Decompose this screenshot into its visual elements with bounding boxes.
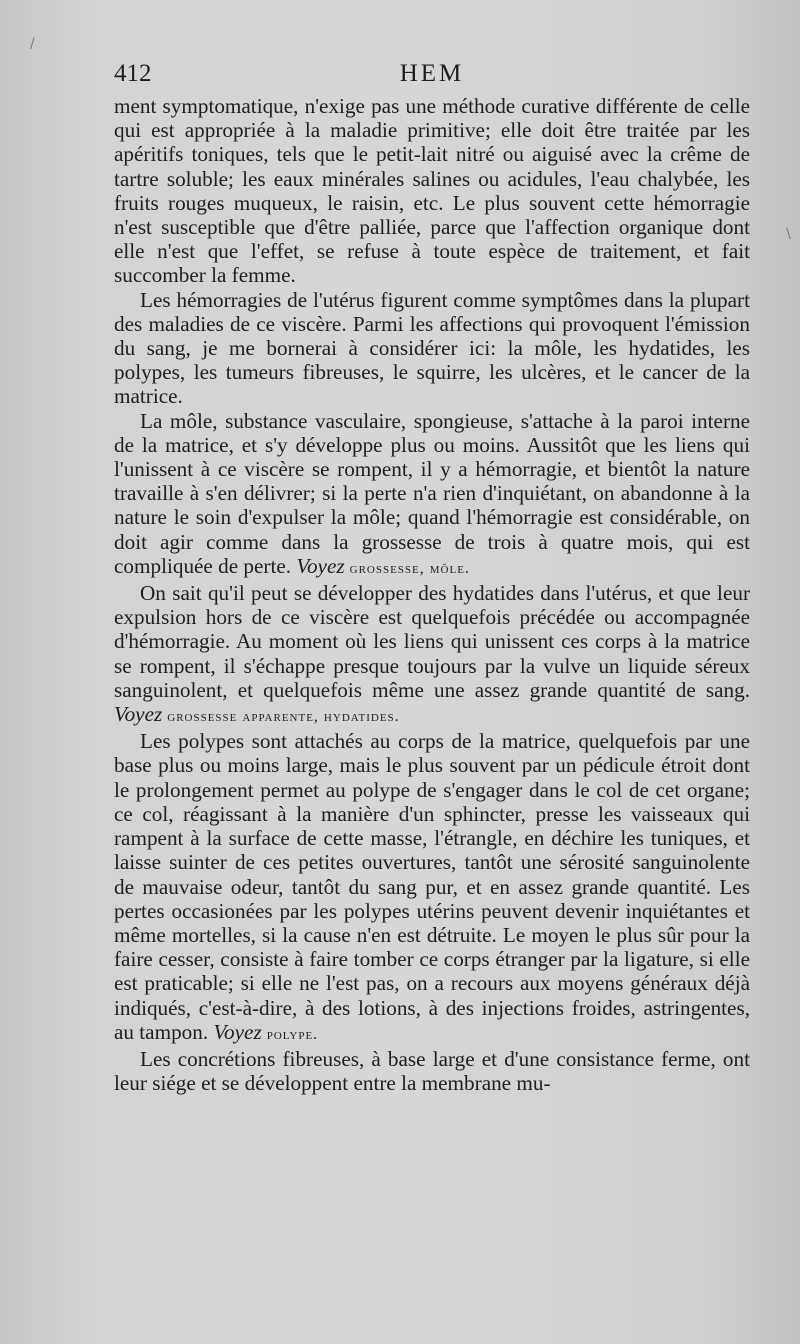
paragraph <box>114 729 750 1047</box>
paragraph-text: On sait qu'il peut se développer des hydatides dans l'utérus, et que leur expulsion hors de ce viscère est quelquefois précédée ou accompagnée d'hémorragie. Au moment où les liens qui unissent ces corps à la matrice se rompent, il s'échappe presque toujours par la vulve un liquide séreux sanguinolent, et quelquefois même une assez grande quantité de sang. <box>114 581 750 702</box>
paragraph-text: La môle, substance vasculaire, spongieuse, s'attache à la paroi interne de la matrice, et s'y développe plus ou moins. Aussitôt que les liens qui l'unissent à ce viscère se rompent, il y a hémorragie, et bientôt la nature travaille à s'en délivrer; si la perte n'a rien d'inquiétant, on abandonne à la nature le soin d'expulser la môle; quand l'hémorragie est considérable, on doit agir comme dans la grossesse de trois à quatre mois, qui est compliquée de perte. <box>114 408 750 578</box>
cross-reference-target: grossesse apparente, hydatides. <box>162 708 400 726</box>
paragraph <box>114 409 750 581</box>
paragraph-text: Les polypes sont attachés au corps de la matrice, quelquefois par une base plus ou moins large, mais le plus souvent par un pédicule étroit dont le prolongement permet au polype de s'engager dans le col de cet organe; ce col, réagissant à la manière d'un sphincter, presse les vaisseaux qui rampent à la surface de cette masse, l'étrangle, en déchire les tuniques, et laisse suinter de ces petites ouvertures, tantôt une sérosité sanguinolente de mauvaise odeur, tantôt du sang pur, et en assez grande quantité. Les pertes occasionées par les polypes utérins peuvent devenir inquiétantes et même mortelles, si la cause n'en est détruite. Le moyen le plus sûr pour la faire cesser, consiste à faire tomber ce corps étranger par la ligature, si elle est praticable; si elle ne l'est pas, on a recours aux moyens généraux déjà indiqués, c'est-à-dire, à des lotions, à des injections froides, astringentes, au tampon. <box>114 729 750 1044</box>
paragraph <box>114 581 750 729</box>
paragraph-text: Les hémorragies de l'utérus figurent comme symptômes dans la plupart des maladies de ce viscère. Parmi les affections qui provoquent l'émission du sang, je me bornerai à considérer ici: la môle, les hydatides, les polypes, les tumeurs fibreuses, le squirre, les ulcères, et le cancer de la matrice. <box>114 287 750 409</box>
cross-reference-voyez: Voyez <box>213 1019 262 1044</box>
cross-reference-target: polype. <box>261 1025 319 1043</box>
cross-reference-target: grossesse, môle. <box>344 559 470 577</box>
paragraph <box>114 1047 750 1095</box>
cross-reference-voyez: Voyez <box>296 553 345 578</box>
paragraph-text: ment symptomatique, n'exige pas une méthode curative différente de celle qui est appropriée à la maladie primitive; elle doit être traitée par les apéritifs toniques, tels que le petit-lait nitré ou aiguisé avec la crême de tartre soluble; les eaux minérales salines ou acidules, l'eau chalybée, les fruits rouges muqueux, le raisin, etc. Le plus souvent cette hémorragie n'est susceptible que d'être palliée, parce que l'affection organique dont elle n'est que l'effet, se refuse à toute espèce de traitement, et fait succomber la femme. <box>114 94 750 288</box>
page-number: 412 <box>114 60 152 87</box>
body-text <box>114 94 750 1095</box>
page-header <box>114 60 750 94</box>
cross-reference-voyez: Voyez <box>114 702 163 727</box>
paragraph-text: Les concrétions fibreuses, à base large et d'une consistance ferme, ont leur siége et se développent entre la membrane mu- <box>114 1046 750 1096</box>
paragraph <box>114 288 750 409</box>
margin-mark: / <box>30 36 35 52</box>
running-head: HEM <box>399 60 465 87</box>
paragraph <box>114 94 750 288</box>
margin-mark: \ <box>786 226 791 242</box>
